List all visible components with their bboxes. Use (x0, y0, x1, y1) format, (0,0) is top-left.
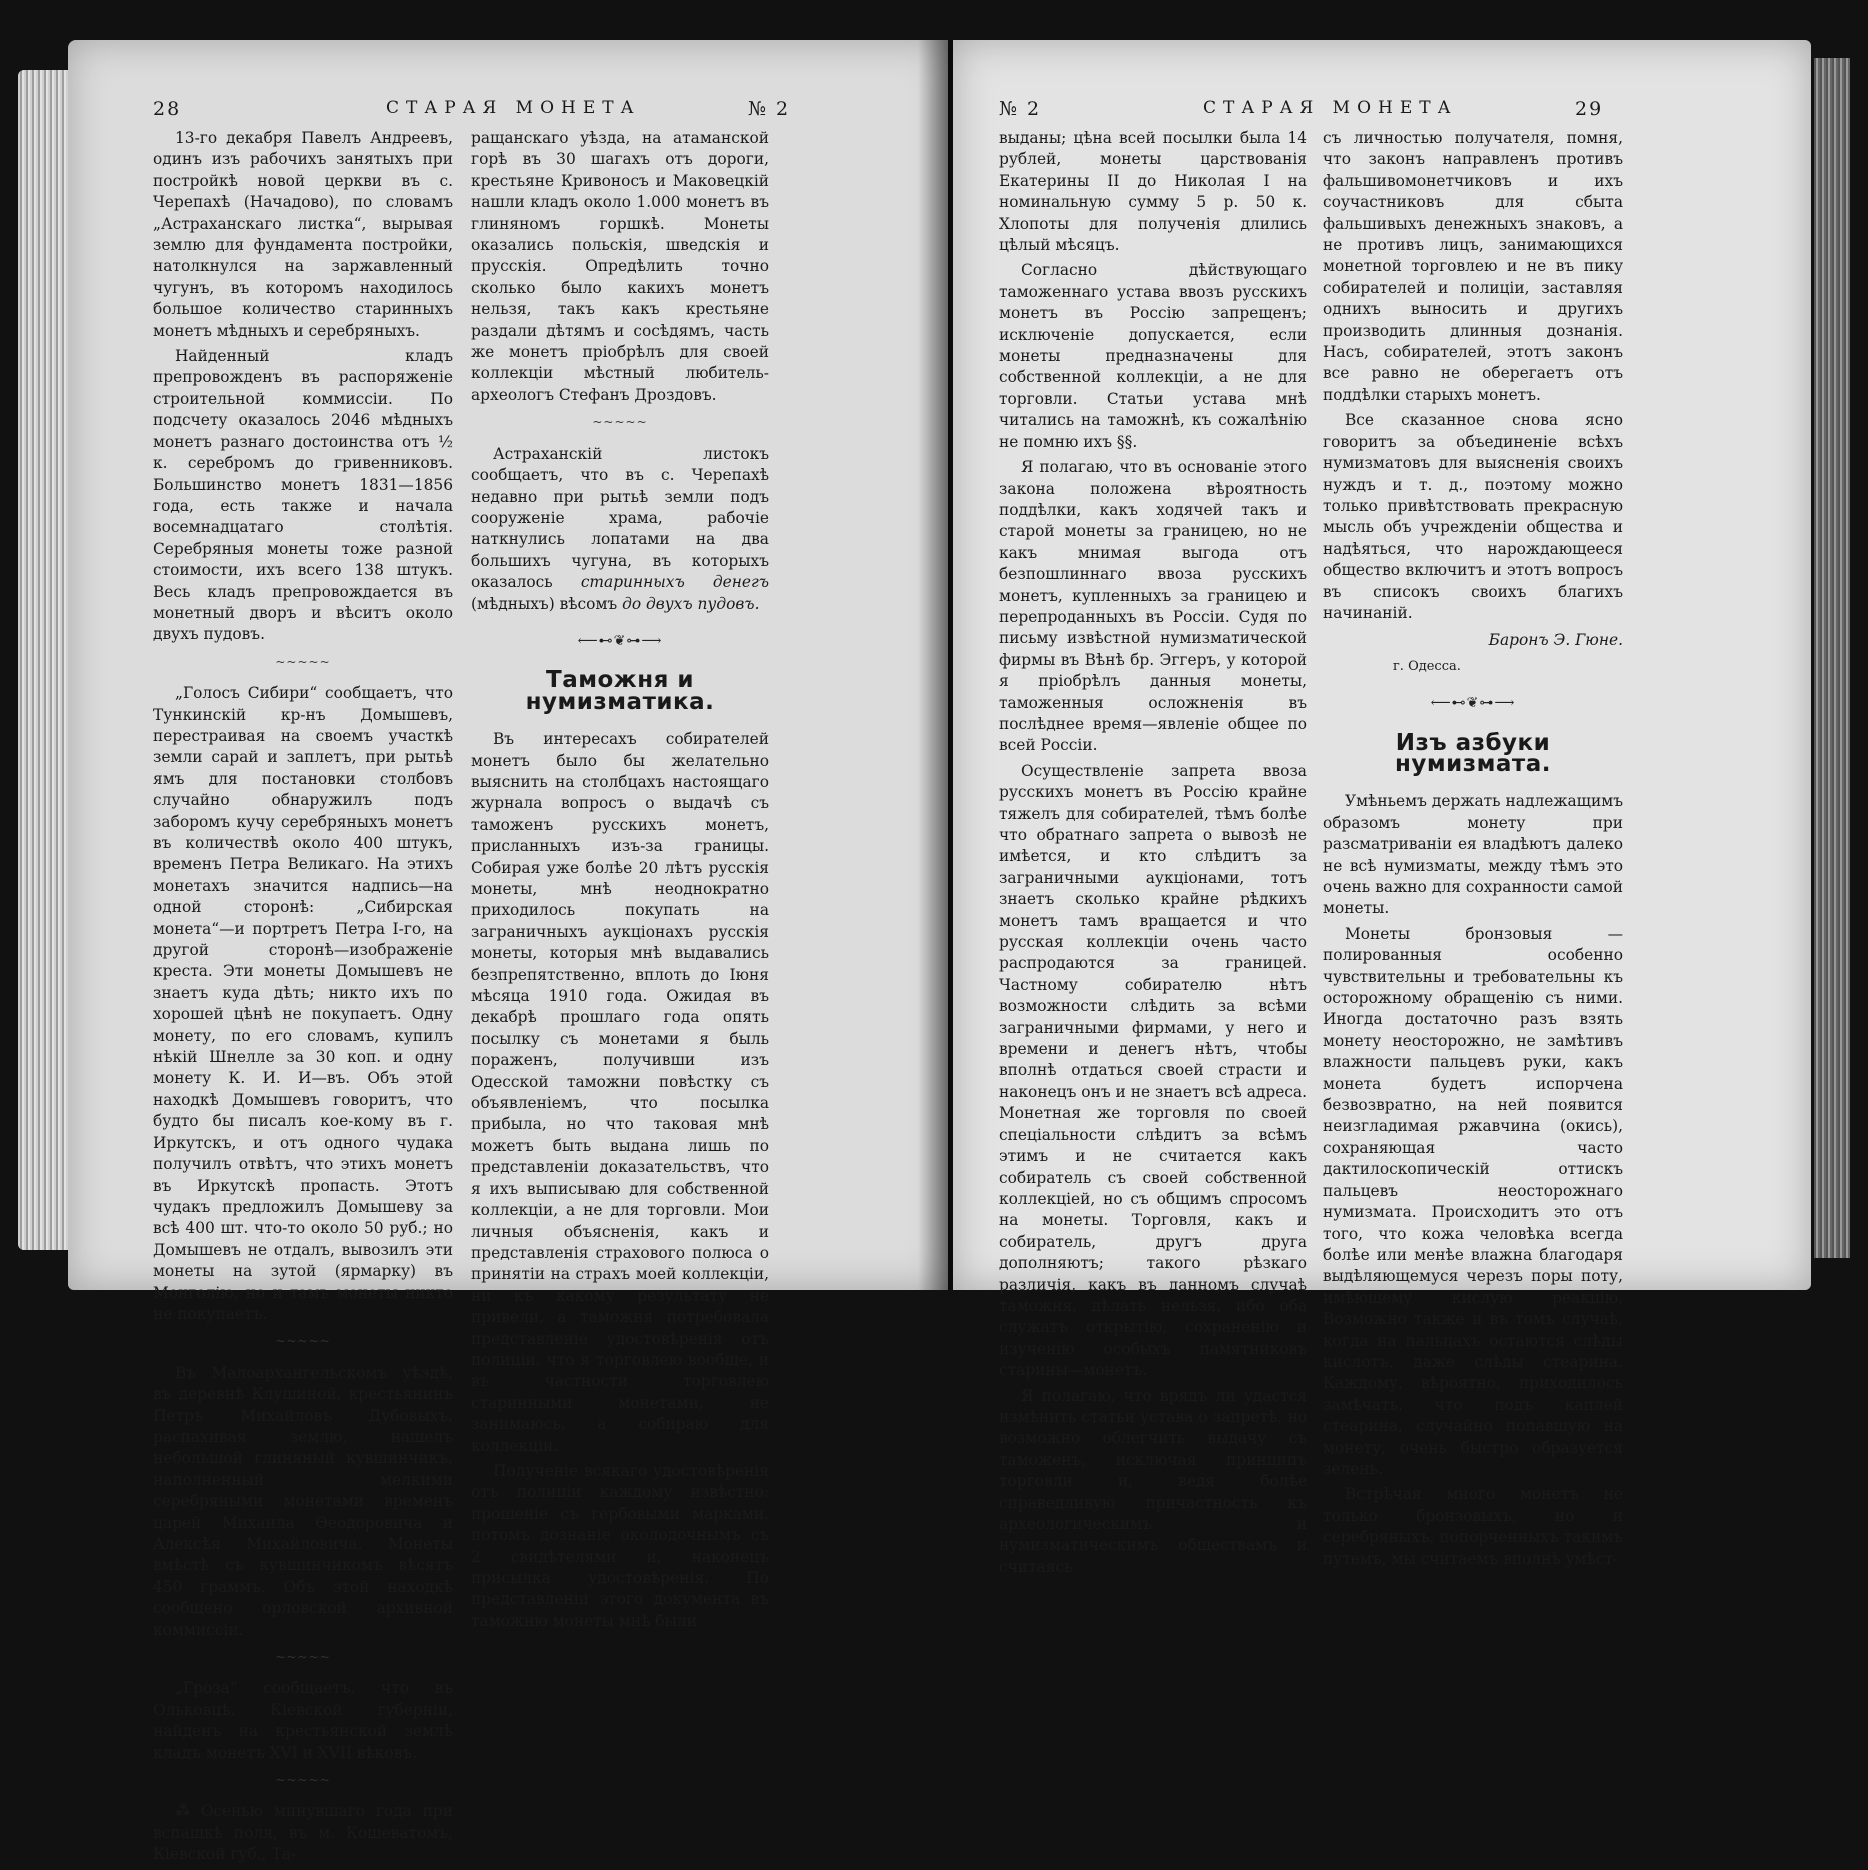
paragraph: Встрѣчая много монетъ не только бронзовыхъ, но и серебряныхъ, попорченныхъ такимъ путемъ, мы считаемъ вполнѣ умѣст- (1323, 1485, 1623, 1568)
page-number-left: 28 (153, 98, 182, 120)
paragraph: Согласно дѣйствующаго таможеннаго устава ввозъ русскихъ монетъ въ Россію запрещенъ; исключеніе допускается, если монеты предназначены для собственной коллекціи, а не для торговли. Статьи устава мнѣ читались на таможнѣ, къ сожалѣнію не помню ихъ §§. (999, 261, 1307, 451)
paragraph: Монеты бронзовыя — полированныя особенно чувствительны и требовательны къ осторожному обращенію съ ними. Иногда достаточно разъ взять монету неосторожно, не замѣтивъ влажности пальцевъ руки, какъ монета будетъ испорчена безвозвратно, на ней появится неизгладимая ржавчина (окись), сохраняющая часто дактилоскопическій оттискъ пальцевъ неосторожнаго нумизмата. Происходитъ это отъ того, что кожа человѣка всегда болѣе или менѣе влажна благодаря выдѣляющемуся черезъ поры поту, имѣющему кислую реакцію. Возможно также и въ томъ случаѣ, когда на пальцахъ остаются слѣды кислотъ, даже слѣды стеарина. Каждому, вѣроятно, приходилось замѣчать, что подъ каплей стеарина, случайно попавшую на монету, очень быстро образуется зелень. (1323, 924, 1623, 1478)
paragraph: Я полагаю, что врядъ ли удастся измѣнить статьи устава о запретѣ, но возможно облегчить выдачу съ таможенъ, исключая принципъ торговли и, ведя болѣе справедливую причастность къ археологическимъ и нумизматическимъ обществамъ и считаясь (999, 1386, 1307, 1576)
paragraph-star: ⁂ Осенью минувшаго года при вспашкѣ поля, въ м. Кошеватомъ, Кіевской губ., Та- (153, 1802, 453, 1864)
flourish-ornament: ⟵⊷❦⊶⟶ (1430, 695, 1516, 712)
right-column-1 (999, 128, 1307, 1582)
page-number-right: 29 (1575, 98, 1604, 120)
paragraph: Астраханскій листокъ сообщаетъ, что въ с. Черепахѣ недавно при рытьѣ земли подъ сооруженіе храма, рабочіе наткнулись лопатами на два большихъ чугуна, въ которыхъ оказалось старинныхъ денегъ (мѣдныхъ) вѣсомъ до двухъ пудовъ. (471, 444, 769, 613)
paragraph: Умѣньемъ держать надлежащимъ образомъ монету при разсматриваніи ея владѣютъ далеко не всѣ нумизматы, между тѣмъ это очень важно для сохранности самой монеты. (1323, 792, 1623, 918)
issue-number-right: № 2 (999, 98, 1042, 120)
paragraph: „Гроза“ сообщаетъ, что въ Ольковцѣ, Кіевской губерніи, найденъ на крестьянской землѣ кладъ монетъ XVI и XVII вѣковъ. (153, 1679, 453, 1762)
issue-number-left: № 2 (748, 98, 791, 120)
separator: ~~~~~ (275, 654, 331, 669)
left-column-2 (471, 128, 769, 1636)
separator: ~~~~~ (592, 415, 648, 430)
paragraph: Все сказанное снова ясно говоритъ за объединеніе всѣхъ нумизматовъ для выясненія своихъ нуждъ и т. д., поэтому можно только привѣтствовать прекрасную мысль объ учрежденіи общества и надѣяться, что нарождающееся общество включитъ и этотъ вопросъ въ списокъ своихъ благихъ начинаній. (1323, 411, 1623, 622)
article-heading: Таможня и нумизматика. (525, 667, 715, 715)
separator: ~~~~~ (275, 1334, 331, 1349)
article-heading: Изъ азбуки нумизмата. (1394, 729, 1552, 777)
right-page-stack (1814, 58, 1850, 1258)
paragraph: 13-го декабря Павелъ Андреевъ, одинъ изъ рабочихъ занятыхъ при постройкѣ новой церкви въ с. Черепахѣ (Начадово), по словамъ „Астраханскаго листка“, вырывая землю для фундамента постройки, натолкнулся на заржавленный чугунъ, въ которомъ находилось большое количество старинныхъ монетъ мѣдныхъ и серебряныхъ. (153, 129, 453, 340)
left-page (68, 40, 948, 1864)
paragraph: Въ Малоархангельскомъ уѣздѣ, въ деревнѣ Клушиной, крестьянинъ Петръ Михайловъ Дубовыхъ, распахивая землю, нашелъ небольшой глиняный кувшинчикъ, наполненный мелкими серебряными монетами временъ царей Михаила Ѳеодоровича и Алексѣя Михайловича. Монеты вмѣстѣ съ кувшинчикомъ вѣсятъ 450 граммъ. Объ этой находкѣ сообщено орловской архивной коммиссіи. (153, 1363, 453, 1639)
author-signature: Баронъ Э. Гюне. (1488, 631, 1623, 650)
separator: ~~~~~ (275, 1650, 331, 1665)
paragraph: Я полагаю, что въ основаніе этого закона положена вѣроятность поддѣлки, какъ ходячей такъ и старой монеты за границею, но не какъ мнимая выгода отъ безпошлиннаго ввоза русскихъ монетъ, купленныхъ за границею и перепроданныхъ въ Россіи. Судя по письму извѣстной нумизматической фирмы въ Вѣнѣ бр. Эггеръ, у которой я пріобрѣлъ данныя монеты, таможенныя осложненія въ послѣднее время—явленіе общее по всей Россіи. (999, 458, 1307, 755)
running-title-left: СТАРАЯ МОНЕТА (386, 98, 641, 118)
paragraph: выданы; цѣна всей посылки была 14 рублей, монеты царствованія Екатерины II до Николая I на номинальную сумму 5 р. 50 к. Хлопоты для полученія длились цѣлый мѣсяцъ. (999, 129, 1307, 255)
left-column-1 (153, 128, 453, 1870)
running-title-right: СТАРАЯ МОНЕТА (1203, 98, 1458, 118)
paragraph: Въ интересахъ собирателей монетъ было бы желательно выяснить на столбцахъ настоящаго журнала вопросъ о выдачѣ съ таможенъ русскихъ монетъ, присланныхъ изъ-за границы. Собирая уже болѣе 20 лѣтъ русскія монеты, мнѣ неоднократно приходилось покупать на заграничныхъ аукціонахъ русскія монеты, которыя мнѣ выдавались безпрепятственно, вплоть до Іюня мѣсяца 1910 года. Ожидая въ декабрѣ прошлаго года опять посылку съ монетами я быль пораженъ, получивши изъ Одесской таможни повѣстку съ объявленіемъ, что посылка прибыла, но что таковая мнѣ можетъ быть выдана лишь по представленіи доказательствъ, что я ихъ выписываю для собственной коллекціи, а не для торговли. Мои личныя объясненія, какъ и представленія страхового полюса о принятіи на страхъ моей коллекціи, ни къ какому результату не привели, а таможня потребовала представленіе удостовѣренія отъ полиціи, что я торговлею вообще, и въ частности торговлею старинными монетами, не занимаюсь, а собираю для коллекціи. (471, 730, 769, 1455)
separator: ~~~~~ (275, 1773, 331, 1788)
open-book (18, 40, 1850, 1864)
paragraph: ращанскаго уѣзда, на атаманской горѣ въ 30 шагахъ отъ дороги, крестьяне Кривоносъ и Маковецкій нашли кладъ около 1.000 монетъ въ глиняномъ горшкѣ. Монеты оказались польскія, шведскія и прусскія. Опредѣлить точно сколько было какихъ монетъ нельзя, такъ какъ крестьяне раздали дѣтямъ и сосѣдямъ, часть же монетъ пріобрѣлъ для своей коллекціи мѣстный любитель-археологъ Стефанъ Дроздовъ. (471, 129, 769, 404)
paragraph: „Голосъ Сибири“ сообщаетъ, что Тункинскій кр-нъ Домышевъ, перестраивая на своемъ участкѣ земли сарай и заплетъ, при рытьѣ ямъ для постановки столбовъ случайно обнаружилъ подъ заборомъ кучу серебряныхъ монетъ въ количествѣ около 400 штукъ, временъ Петра Великаго. На этихъ монетахъ значится надпись—на одной сторонѣ: „Сибирская монета“—и портретъ Петра I-го, на другой сторонѣ—изображеніе креста. Эти монеты Домышевъ не знаетъ куда дѣть; никто ихъ по хорошей цѣнѣ не покупаетъ. Одну монету, по его словамъ, купилъ нѣкій Шнелле за 30 коп. и одну монету К. И. И—въ. Объ этой находкѣ Домышевъ говоритъ, что будто бы писалъ кое-кому въ г. Иркутскъ, и отъ одного чудака получилъ отвѣтъ, что этихъ монетъ въ Иркутскѣ пропасть. Этотъ чудакъ предложилъ Домышеву за всѣ 400 шт. что-то около 50 руб.; но Домышевъ не отдалъ, вывозилъ эти монеты на зутой (ярмарку) въ Монголію, но и тамъ монеты никто не покупаетъ. (153, 684, 453, 1323)
paragraph: Найденный кладъ препровожденъ въ распоряженіе строительной коммиссіи. По подсчету оказалось 2046 мѣдныхъ монетъ разнаго достоинства отъ ½ к. серебромъ до гривенниковъ. Большинство монетъ 1831—1856 года, есть также и начала восемнадцатаго столѣтія. Серебряныя монеты тоже разной стоимости, ихъ всего 138 штукъ. Весь кладъ препровождается въ монетный дворъ и вѣситъ около двухъ пудовъ. (153, 347, 453, 644)
place-line: г. Одесса. (1393, 658, 1461, 674)
paragraph: Осуществленіе запрета ввоза русскихъ монетъ въ Россію крайне тяжелъ для собирателей, тѣмъ болѣе что обратнаго запрета о вывозѣ не имѣется, и кто слѣдитъ за заграничными аукціонами, тотъ знаетъ сколько крайне рѣдкихъ монетъ тамъ вращается и что русская коллекціи очень часто распродаются за границей. Частному собирателю нѣтъ возможности слѣдить за всѣми заграничными фирмами, у него и времени и денегъ нѣтъ, чтобы вполнѣ отдаться своей страсти и наконецъ онъ и не знаетъ всѣ адреса. Монетная же торговля по своей спеціальности слѣдитъ за всѣмъ этимъ и не считается какъ собиратель съ своей собственной коллекціей, но съ общимъ спросомъ на монеты. Торговля, какъ и собиратель, другъ друга дополняютъ; такого рѣзкаго различія, какъ въ данномъ случаѣ таможня, дѣлать нельзя, ибо оба служатъ открытію, сохраненію и изученію особыхъ памятниковъ старины—монетъ. (999, 761, 1307, 1380)
paragraph: съ личностью получателя, помня, что законъ направленъ противъ фальшивомонетчиковъ и ихъ соучастниковъ для сбыта фальшивыхъ денежныхъ знаковъ, а не противъ лицъ, занимающихся монетной торговлею и не въ пику собирателей и полиціи, заставляя однихъ выносить и другихъ производить длинныя дознанія. Насъ, собирателей, этотъ законъ все равно не оберегаетъ отъ поддѣлки старыхъ монетъ. (1323, 129, 1623, 404)
right-page (953, 40, 1811, 1576)
paragraph: Полученіе всякаго удостовѣренія отъ полиціи каждому извѣстно: прошеніе съ гербовыми марками, потомъ дознаніе околодочнымъ съ 2 свидѣтелями и, наконецъ присылка удостовѣренія. По представленіи этого документа въ таможню монеты мнѣ были (471, 1461, 769, 1630)
right-column-2 (1323, 128, 1623, 1574)
flourish-ornament: ⟵⊷❦⊶⟶ (577, 632, 663, 649)
asterism-icon: ⁂ (175, 1802, 197, 1821)
